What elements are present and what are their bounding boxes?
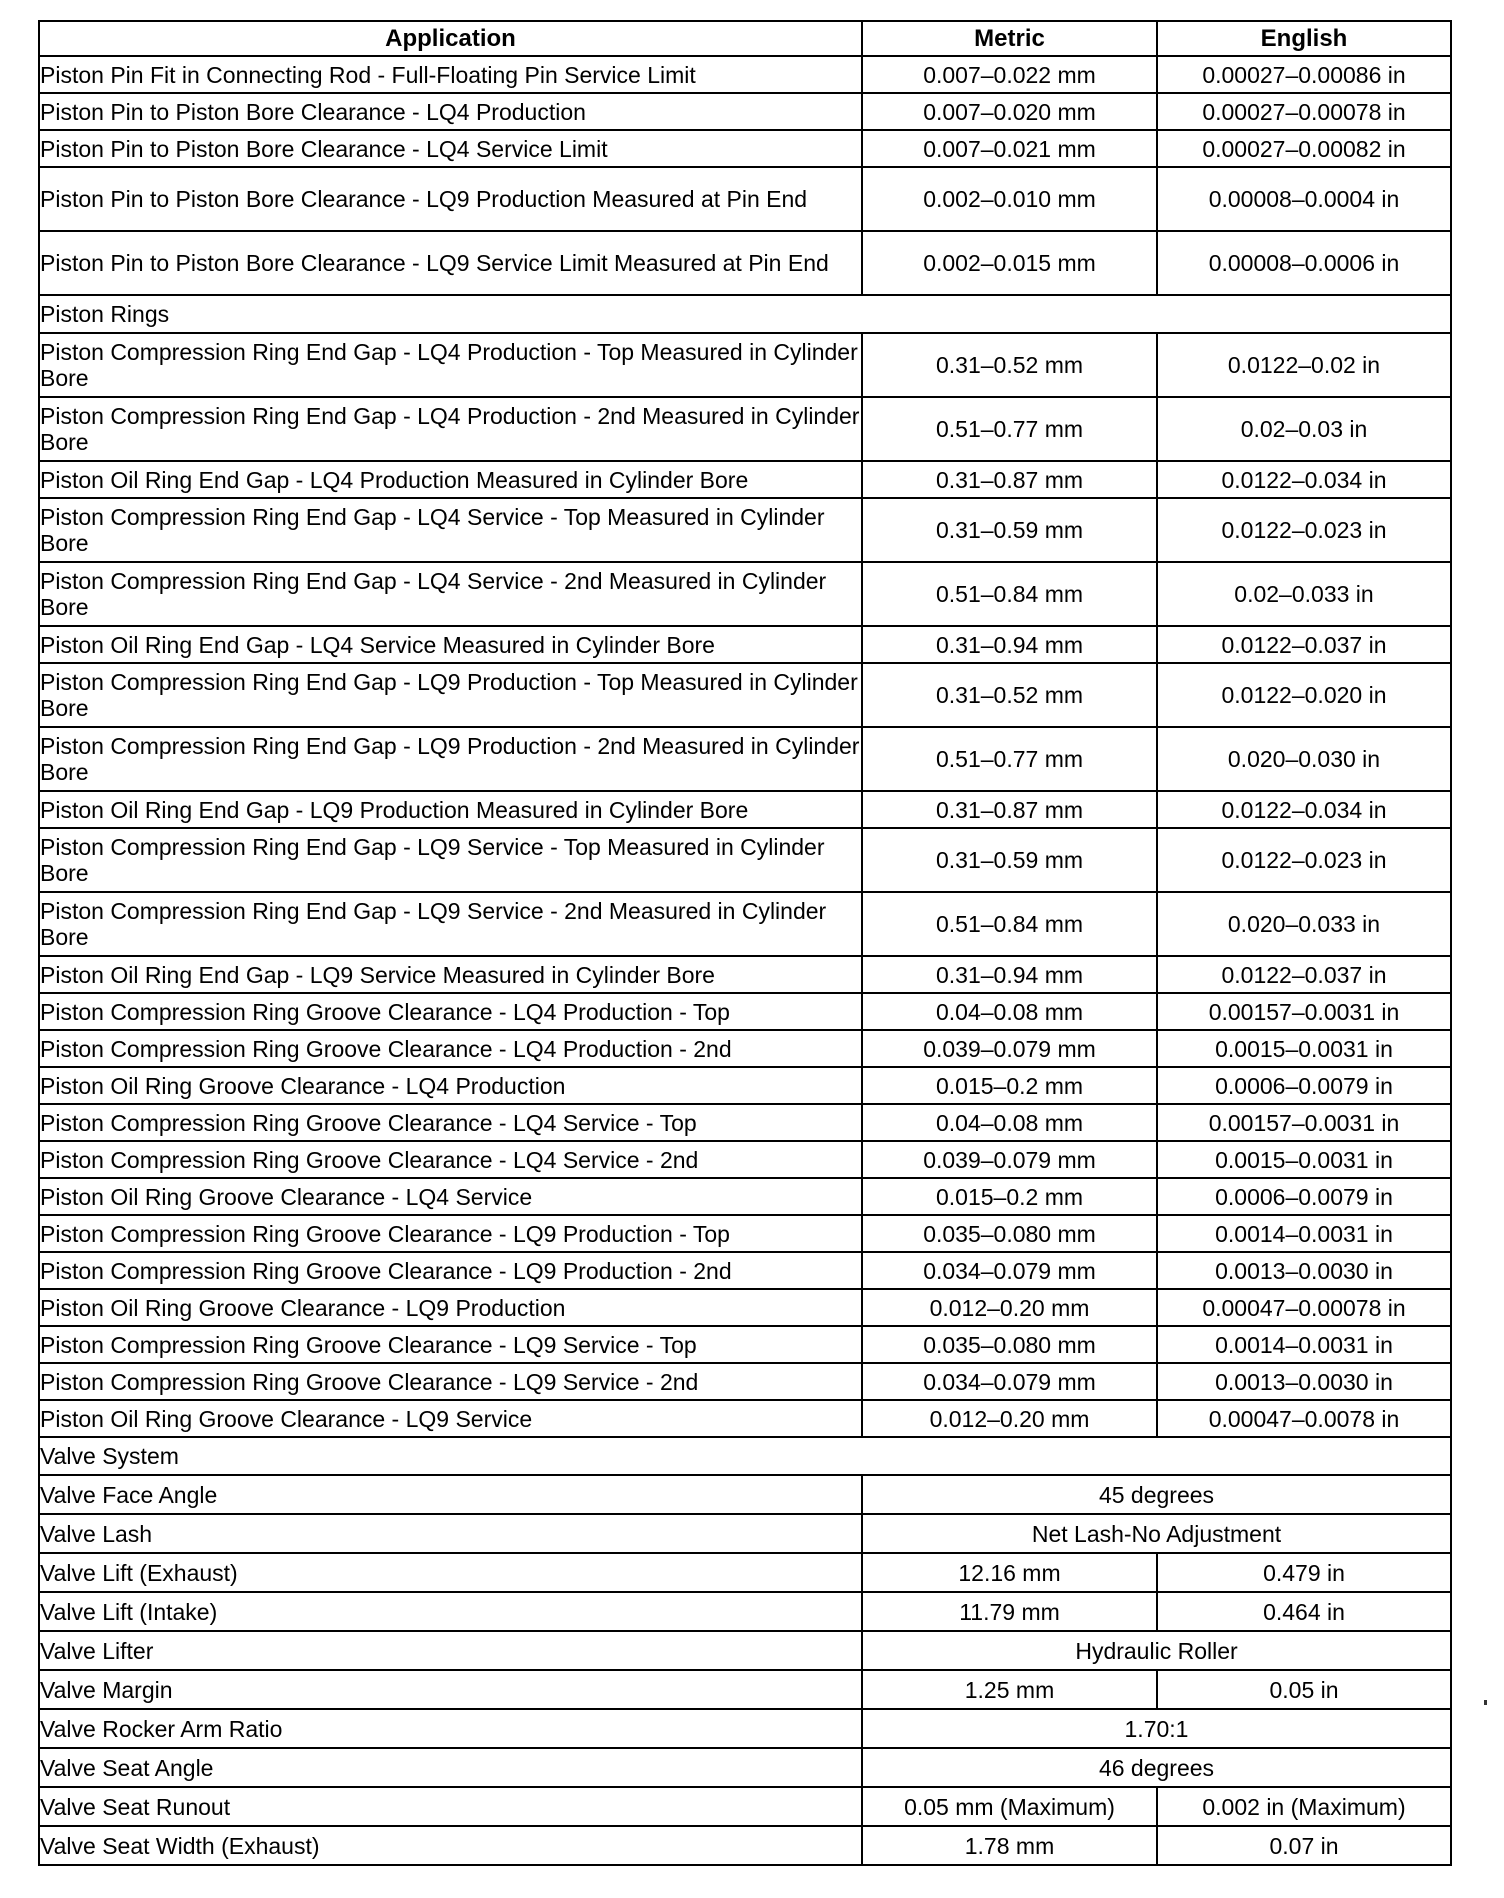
english-cell: 0.0015–0.0031 in (1157, 1141, 1451, 1178)
metric-cell: 0.039–0.079 mm (862, 1030, 1157, 1067)
table-row (39, 397, 1451, 461)
application-cell: Piston Compression Ring Groove Clearance - LQ9 Service - Top (39, 1326, 862, 1363)
application-cell: Piston Compression Ring Groove Clearance - LQ4 Production - 2nd (39, 1030, 862, 1067)
application-cell: Piston Compression Ring Groove Clearance - LQ4 Service - Top (39, 1104, 862, 1141)
english-cell: 0.00008–0.0006 in (1157, 231, 1451, 295)
application-cell: Piston Compression Ring End Gap - LQ4 Production - 2nd Measured in Cylinder Bore (39, 397, 862, 461)
english-cell: 0.0014–0.0031 in (1157, 1326, 1451, 1363)
application-cell: Piston Pin Fit in Connecting Rod - Full-Floating Pin Service Limit (39, 56, 862, 93)
table-row (39, 1363, 1451, 1400)
application-cell: Piston Oil Ring Groove Clearance - LQ9 Production (39, 1289, 862, 1326)
application-cell: Piston Compression Ring End Gap - LQ9 Service - Top Measured in Cylinder Bore (39, 828, 862, 892)
english-cell: 0.00027–0.00078 in (1157, 93, 1451, 130)
metric-cell: 0.31–0.94 mm (862, 956, 1157, 993)
metric-cell: 0.007–0.020 mm (862, 93, 1157, 130)
application-cell: Piston Compression Ring End Gap - LQ4 Service - 2nd Measured in Cylinder Bore (39, 562, 862, 626)
metric-cell: 0.04–0.08 mm (862, 1104, 1157, 1141)
table-row (39, 956, 1451, 993)
english-cell: 0.0122–0.037 in (1157, 626, 1451, 663)
metric-cell: 0.012–0.20 mm (862, 1400, 1157, 1437)
english-cell: 0.479 in (1157, 1553, 1451, 1592)
table-row (39, 1475, 1451, 1514)
application-cell: Piston Compression Ring End Gap - LQ4 Service - Top Measured in Cylinder Bore (39, 498, 862, 562)
combined-value-cell: 45 degrees (862, 1475, 1451, 1514)
metric-cell: 0.51–0.84 mm (862, 892, 1157, 956)
specifications-table (38, 20, 1452, 1866)
application-cell: Piston Compression Ring End Gap - LQ9 Production - Top Measured in Cylinder Bore (39, 663, 862, 727)
table-row (39, 1514, 1451, 1553)
table-row (39, 1631, 1451, 1670)
english-cell: 0.464 in (1157, 1592, 1451, 1631)
header-application: Application (39, 21, 862, 56)
english-cell: 0.00157–0.0031 in (1157, 993, 1451, 1030)
table-row (39, 461, 1451, 498)
metric-cell: 0.035–0.080 mm (862, 1326, 1157, 1363)
english-cell: 0.07 in (1157, 1826, 1451, 1865)
application-cell: Piston Compression Ring Groove Clearance - LQ9 Production - Top (39, 1215, 862, 1252)
english-cell: 0.0122–0.020 in (1157, 663, 1451, 727)
section-row (39, 1437, 1451, 1475)
table-row (39, 1030, 1451, 1067)
metric-cell: 0.31–0.94 mm (862, 626, 1157, 663)
metric-cell: 0.31–0.87 mm (862, 461, 1157, 498)
table-row (39, 1104, 1451, 1141)
english-cell: 0.0122–0.034 in (1157, 791, 1451, 828)
application-cell: Valve Seat Angle (39, 1748, 862, 1787)
table-body (39, 56, 1451, 1865)
table-row (39, 663, 1451, 727)
application-cell: Piston Compression Ring End Gap - LQ9 Production - 2nd Measured in Cylinder Bore (39, 727, 862, 791)
application-cell: Piston Pin to Piston Bore Clearance - LQ9 Service Limit Measured at Pin End (39, 231, 862, 295)
section-heading: Piston Rings (39, 295, 1451, 333)
table-row (39, 828, 1451, 892)
application-cell: Piston Pin to Piston Bore Clearance - LQ4 Production (39, 93, 862, 130)
table-row (39, 1826, 1451, 1865)
application-cell: Piston Oil Ring End Gap - LQ9 Service Measured in Cylinder Bore (39, 956, 862, 993)
header-metric: Metric (862, 21, 1157, 56)
english-cell: 0.0006–0.0079 in (1157, 1067, 1451, 1104)
english-cell: 0.0122–0.02 in (1157, 333, 1451, 397)
metric-cell: 0.002–0.015 mm (862, 231, 1157, 295)
section-heading: Valve System (39, 1437, 1451, 1475)
metric-cell: 0.05 mm (Maximum) (862, 1787, 1157, 1826)
metric-cell: 0.31–0.87 mm (862, 791, 1157, 828)
english-cell: 0.0122–0.023 in (1157, 498, 1451, 562)
application-cell: Piston Compression Ring End Gap - LQ9 Service - 2nd Measured in Cylinder Bore (39, 892, 862, 956)
metric-cell: 0.51–0.77 mm (862, 727, 1157, 791)
table-row (39, 791, 1451, 828)
application-cell: Piston Oil Ring Groove Clearance - LQ4 Production (39, 1067, 862, 1104)
table-row (39, 1670, 1451, 1709)
metric-cell: 0.31–0.59 mm (862, 498, 1157, 562)
english-cell: 0.00027–0.00086 in (1157, 56, 1451, 93)
metric-cell: 11.79 mm (862, 1592, 1157, 1631)
table-row (39, 1067, 1451, 1104)
english-cell: 0.02–0.033 in (1157, 562, 1451, 626)
english-cell: 0.05 in (1157, 1670, 1451, 1709)
table-row (39, 1326, 1451, 1363)
table-row (39, 1215, 1451, 1252)
metric-cell: 0.51–0.84 mm (862, 562, 1157, 626)
english-cell: 0.0014–0.0031 in (1157, 1215, 1451, 1252)
english-cell: 0.00157–0.0031 in (1157, 1104, 1451, 1141)
application-cell: Valve Lift (Exhaust) (39, 1553, 862, 1592)
application-cell: Piston Compression Ring Groove Clearance - LQ4 Production - Top (39, 993, 862, 1030)
application-cell: Piston Pin to Piston Bore Clearance - LQ4 Service Limit (39, 130, 862, 167)
application-cell: Valve Margin (39, 1670, 862, 1709)
metric-cell: 0.034–0.079 mm (862, 1252, 1157, 1289)
english-cell: 0.0122–0.037 in (1157, 956, 1451, 993)
combined-value-cell: 1.70:1 (862, 1709, 1451, 1748)
application-cell: Valve Lifter (39, 1631, 862, 1670)
english-cell: 0.0013–0.0030 in (1157, 1252, 1451, 1289)
english-cell: 0.00008–0.0004 in (1157, 167, 1451, 231)
application-cell: Piston Oil Ring Groove Clearance - LQ9 Service (39, 1400, 862, 1437)
application-cell: Piston Compression Ring End Gap - LQ4 Production - Top Measured in Cylinder Bore (39, 333, 862, 397)
metric-cell: 0.04–0.08 mm (862, 993, 1157, 1030)
metric-cell: 0.015–0.2 mm (862, 1067, 1157, 1104)
scan-speck (1484, 1700, 1487, 1705)
table-row (39, 1178, 1451, 1215)
metric-cell: 0.034–0.079 mm (862, 1363, 1157, 1400)
english-cell: 0.0122–0.023 in (1157, 828, 1451, 892)
table-row (39, 93, 1451, 130)
metric-cell: 0.51–0.77 mm (862, 397, 1157, 461)
metric-cell: 1.25 mm (862, 1670, 1157, 1709)
table-row (39, 1787, 1451, 1826)
table-row (39, 333, 1451, 397)
english-cell: 0.0013–0.0030 in (1157, 1363, 1451, 1400)
english-cell: 0.00027–0.00082 in (1157, 130, 1451, 167)
metric-cell: 1.78 mm (862, 1826, 1157, 1865)
english-cell: 0.0015–0.0031 in (1157, 1030, 1451, 1067)
table-row (39, 1553, 1451, 1592)
application-cell: Piston Oil Ring Groove Clearance - LQ4 Service (39, 1178, 862, 1215)
application-cell: Valve Rocker Arm Ratio (39, 1709, 862, 1748)
metric-cell: 0.015–0.2 mm (862, 1178, 1157, 1215)
table-row (39, 1592, 1451, 1631)
header-english: English (1157, 21, 1451, 56)
table-row (39, 1141, 1451, 1178)
english-cell: 0.020–0.033 in (1157, 892, 1451, 956)
table-row (39, 892, 1451, 956)
application-cell: Piston Compression Ring Groove Clearance - LQ9 Production - 2nd (39, 1252, 862, 1289)
english-cell: 0.00047–0.0078 in (1157, 1400, 1451, 1437)
header-row (39, 21, 1451, 56)
application-cell: Piston Pin to Piston Bore Clearance - LQ9 Production Measured at Pin End (39, 167, 862, 231)
table-row (39, 1252, 1451, 1289)
application-cell: Valve Lash (39, 1514, 862, 1553)
metric-cell: 0.039–0.079 mm (862, 1141, 1157, 1178)
table-row (39, 993, 1451, 1030)
english-cell: 0.0006–0.0079 in (1157, 1178, 1451, 1215)
metric-cell: 0.007–0.022 mm (862, 56, 1157, 93)
table-row (39, 231, 1451, 295)
combined-value-cell: Net Lash-No Adjustment (862, 1514, 1451, 1553)
table-row (39, 130, 1451, 167)
table-row (39, 1400, 1451, 1437)
table-row (39, 1709, 1451, 1748)
table-row (39, 167, 1451, 231)
metric-cell: 12.16 mm (862, 1553, 1157, 1592)
metric-cell: 0.035–0.080 mm (862, 1215, 1157, 1252)
metric-cell: 0.31–0.59 mm (862, 828, 1157, 892)
table-row (39, 727, 1451, 791)
table-row (39, 498, 1451, 562)
metric-cell: 0.012–0.20 mm (862, 1289, 1157, 1326)
metric-cell: 0.31–0.52 mm (862, 663, 1157, 727)
application-cell: Valve Seat Runout (39, 1787, 862, 1826)
application-cell: Piston Oil Ring End Gap - LQ9 Production Measured in Cylinder Bore (39, 791, 862, 828)
application-cell: Piston Compression Ring Groove Clearance - LQ4 Service - 2nd (39, 1141, 862, 1178)
english-cell: 0.00047–0.00078 in (1157, 1289, 1451, 1326)
application-cell: Piston Oil Ring End Gap - LQ4 Production Measured in Cylinder Bore (39, 461, 862, 498)
table-row (39, 1748, 1451, 1787)
application-cell: Valve Seat Width (Exhaust) (39, 1826, 862, 1865)
table-row (39, 1289, 1451, 1326)
combined-value-cell: Hydraulic Roller (862, 1631, 1451, 1670)
metric-cell: 0.002–0.010 mm (862, 167, 1157, 231)
table-row (39, 56, 1451, 93)
english-cell: 0.020–0.030 in (1157, 727, 1451, 791)
english-cell: 0.02–0.03 in (1157, 397, 1451, 461)
application-cell: Valve Face Angle (39, 1475, 862, 1514)
metric-cell: 0.31–0.52 mm (862, 333, 1157, 397)
application-cell: Piston Oil Ring End Gap - LQ4 Service Measured in Cylinder Bore (39, 626, 862, 663)
application-cell: Piston Compression Ring Groove Clearance - LQ9 Service - 2nd (39, 1363, 862, 1400)
table-row (39, 626, 1451, 663)
metric-cell: 0.007–0.021 mm (862, 130, 1157, 167)
english-cell: 0.002 in (Maximum) (1157, 1787, 1451, 1826)
application-cell: Valve Lift (Intake) (39, 1592, 862, 1631)
english-cell: 0.0122–0.034 in (1157, 461, 1451, 498)
combined-value-cell: 46 degrees (862, 1748, 1451, 1787)
table-row (39, 562, 1451, 626)
section-row (39, 295, 1451, 333)
